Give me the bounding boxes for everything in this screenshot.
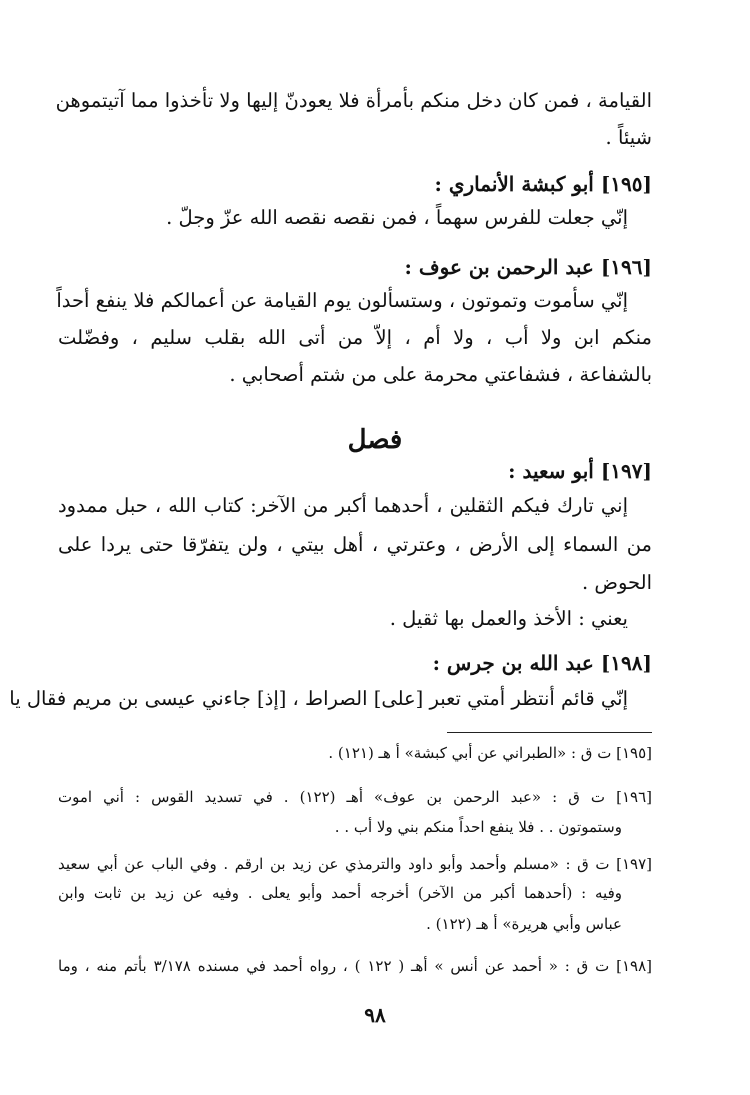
entry-text-196-line-2: منكم ابن ولا أب ، ولا أم ، إلاّ من أتى الله بقلب سليم ، وفضّلت <box>58 326 652 349</box>
footnote-198-line-1: [١٩٨] ت ق : « أحمد عن أنس » أهـ ( ١٢٢ ) ، رواه أحمد في مسنده ٣/١٧٨ بأتم منه ، وما <box>58 957 652 975</box>
entry-heading-195: [١٩٥] أبو كبشة الأنماري : <box>434 172 652 196</box>
page-number: ٩٨ <box>364 1003 386 1027</box>
footnote-196-line-2: وستموتون . . فلا ينفع احداً منكم بني ولا أب . . <box>334 818 622 836</box>
entry-heading-196: [١٩٦] عبد الرحمن بن عوف : <box>404 255 652 279</box>
entry-text-197-line-4: يعني : الأخذ والعمل بها ثقيل . <box>389 607 628 630</box>
footnote-197-line-1: [١٩٧] ت ق : «مسلم وأحمد وأبو داود والترمذي عن زيد بن ارقم . وفي الباب عن أبي سعيد <box>58 855 652 873</box>
entry-text-196-line-1: إنّي سأموت وتموتون ، وستسألون يوم القيامة عن أعمالكم فلا ينفع أحداً <box>56 289 628 312</box>
entry-text-197-line-3: الحوض . <box>582 571 652 594</box>
section-title: فصل <box>347 425 403 455</box>
entry-text-196-line-3: بالشفاعة ، فشفاعتي محرمة على من شتم أصحابي . <box>229 363 652 386</box>
footnote-separator <box>447 732 652 733</box>
entry-heading-197: [١٩٧] أبو سعيد : <box>508 459 652 483</box>
footnote-196-line-1: [١٩٦] ت ق : «عبد الرحمن بن عوف» أهـ (١٢٢) . في تسديد القوس : أني اموت <box>58 788 652 806</box>
entry-text-198-line-1: إنّي قائم أنتظر أمتي تعبر [على] الصراط ، [إذ] جاءني عيسى بن مريم فقال يا <box>9 687 628 710</box>
entry-text-197-line-2: من السماء إلى الأرض ، وعترتي ، أهل بيتي ، ولن يتفرّقا حتى يردا على <box>58 533 652 556</box>
footnote-195: [١٩٥] ت ق : «الطبراني عن أبي كبشة» أ هـ (١٢١) . <box>328 744 652 762</box>
footnote-197-line-3: عباس وأبي هريرة» أ هـ (١٢٢) . <box>426 915 622 933</box>
entry-text-195: إنّي جعلت للفرس سهماً ، فمن نقصه نقصه الله عزّ وجلّ . <box>166 206 628 229</box>
continuation-line-2: شيئاً . <box>605 126 652 149</box>
entry-text-197-line-1: إني تارك فيكم الثقلين ، أحدهما أكبر من الآخر: كتاب الله ، حبل ممدود <box>58 494 628 517</box>
entry-heading-198: [١٩٨] عبد الله بن جرس : <box>432 651 652 675</box>
continuation-line-1: القيامة ، فمن كان دخل منكم بأمرأة فلا يعودنّ إليها ولا تأخذوا مما آتيتموهن <box>55 89 652 112</box>
footnote-197-line-2: وفيه : (أحدهما أكبر من الآخر) أخرجه أحمد وأبو يعلى . وفيه عن زيد بن ثابت وابن <box>58 884 622 902</box>
